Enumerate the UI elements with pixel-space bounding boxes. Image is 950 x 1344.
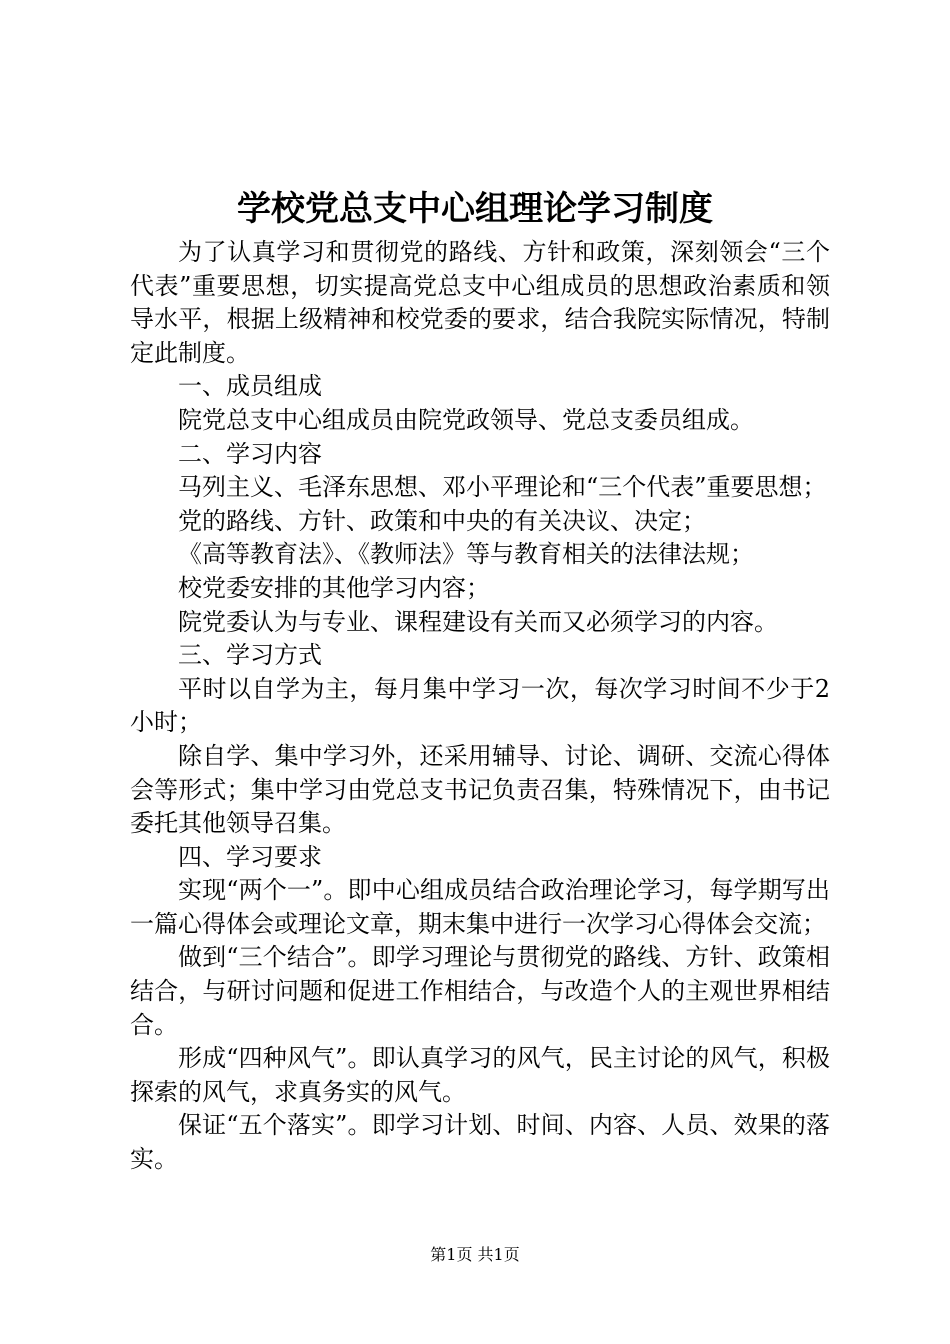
paragraph: 除自学、集中学习外，还采用辅导、讨论、调研、交流心得体会等形式；集中学习由党总支书记负责召集，特殊情况下，由书记委托其他领导召集。 [130, 741, 830, 838]
paragraph: 院党总支中心组成员由院党政领导、党总支委员组成。 [178, 405, 754, 434]
section-heading-3: 三、学习方式 [178, 641, 322, 670]
document-body [130, 236, 830, 1177]
section-heading-1: 一、成员组成 [178, 372, 322, 401]
paragraph: 形成“四种风气”。即认真学习的风气，民主讨论的风气，积极探索的风气，求真务实的风气。 [130, 1044, 830, 1106]
paragraph: 做到“三个结合”。即学习理论与贯彻党的路线、方针、政策相结合，与研讨问题和促进工作相结合，与改造个人的主观世界相结合。 [130, 943, 830, 1039]
paragraph: 马列主义、毛泽东思想、邓小平理论和“三个代表”重要思想； [178, 473, 827, 502]
paragraph: 校党委安排的其他学习内容； [178, 573, 490, 602]
document-title: 学校党总支中心组理论学习制度 [237, 189, 713, 229]
section-heading-4: 四、学习要求 [178, 842, 322, 871]
paragraph-intro: 为了认真学习和贯彻党的路线、方针和政策，深刻领会“三个代表”重要思想，切实提高党总支中心组成员的思想政治素质和领导水平，根据上级精神和校党委的要求，结合我院实际情况，特制定此制度。 [130, 238, 830, 367]
paragraph: 院党委认为与专业、课程建设有关而又必须学习的内容。 [178, 607, 778, 636]
section-heading-2: 二、学习内容 [178, 439, 322, 468]
paragraph: 保证“五个落实”。即学习计划、时间、内容、人员、效果的落实。 [130, 1111, 830, 1174]
paragraph: 实现“两个一”。即中心组成员结合政治理论学习，每学期写出一篇心得体会或理论文章，期末集中进行一次学习心得体会交流； [130, 876, 830, 938]
page-footer: 第1页 共1页 [430, 1245, 520, 1264]
paragraph: 平时以自学为主，每月集中学习一次，每次学习时间不少于2小时； [130, 674, 830, 737]
paragraph: 《高等教育法》、《教师法》等与教育相关的法律法规； [178, 540, 754, 569]
paragraph: 党的路线、方针、政策和中央的有关决议、决定； [178, 506, 706, 535]
